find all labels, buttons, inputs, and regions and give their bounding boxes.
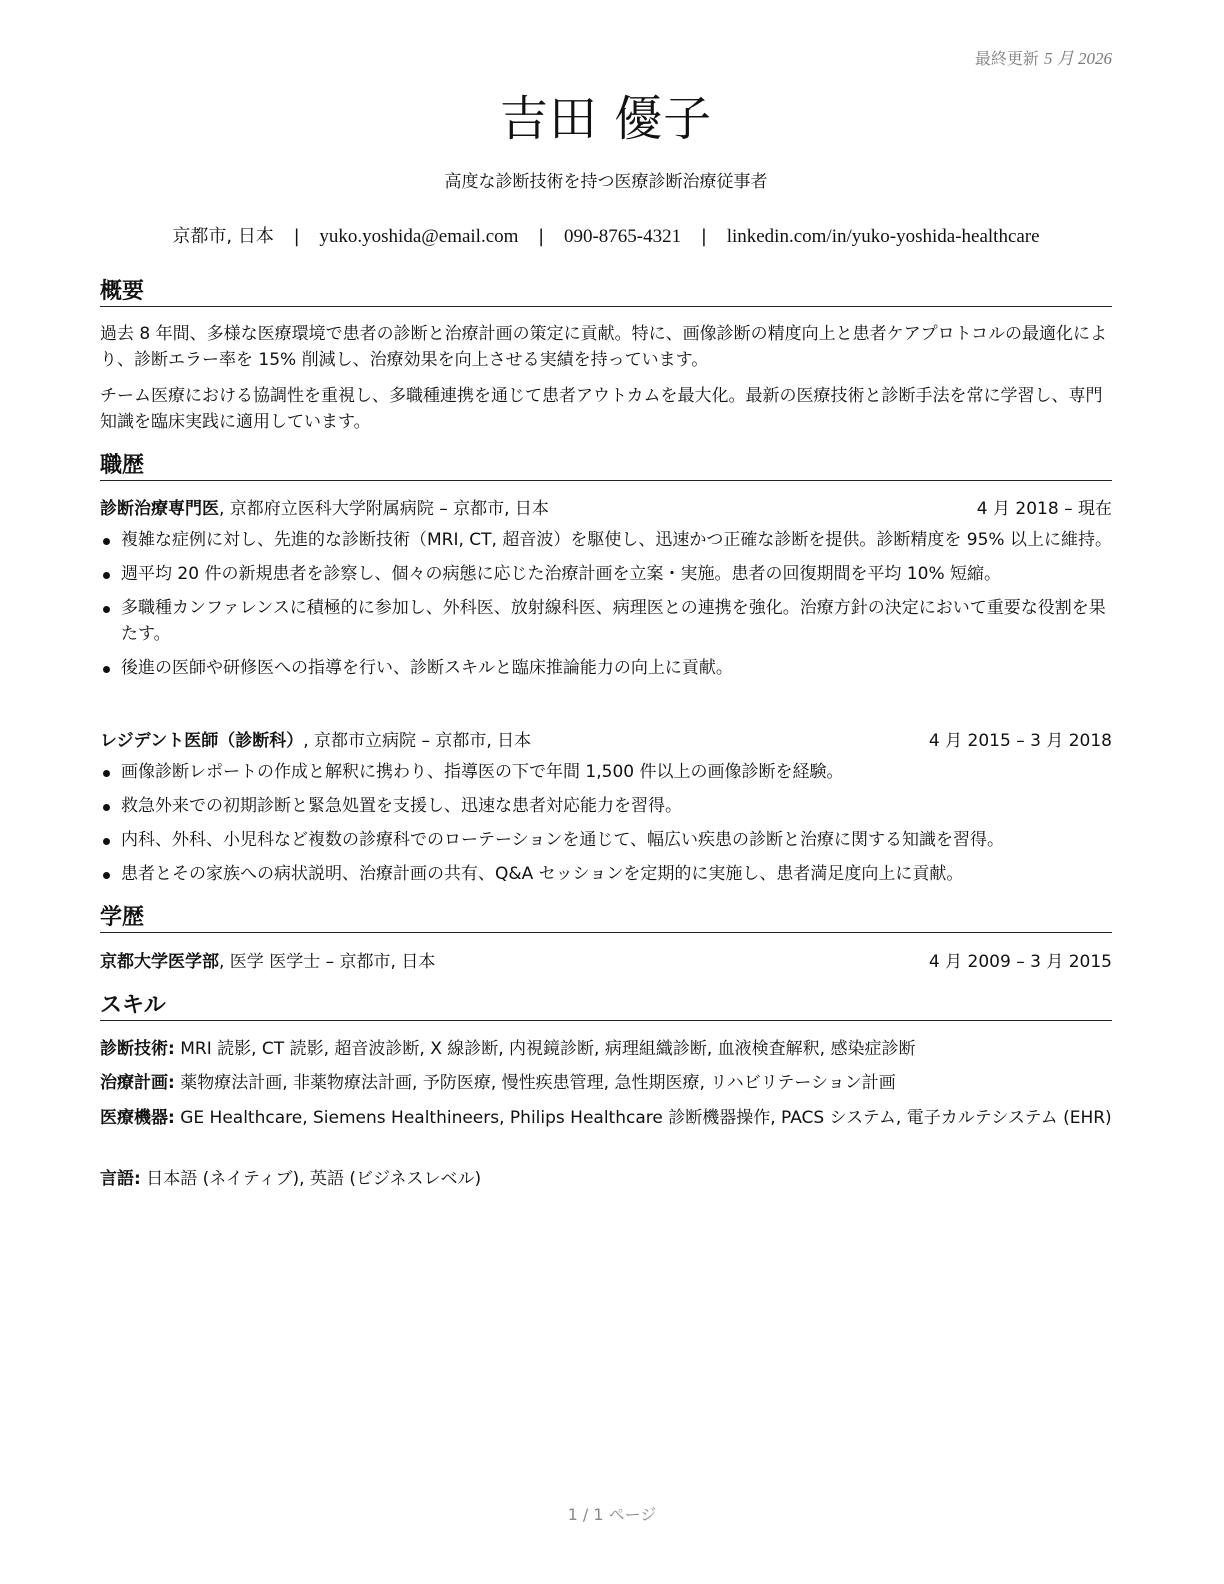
section-title-summary: 概要 [100,278,1112,307]
last-updated [975,44,1112,69]
skill-values: 日本語 (ネイティブ), 英語 (ビジネスレベル) [140,1169,482,1189]
contact-line [100,224,1112,250]
skill-category: 医療機器: [100,1108,175,1128]
contact-linkedin-link[interactable]: linkedin.com/in/yuko-yoshida-healthcare [726,226,1040,247]
skill-category: 言語: [100,1169,141,1189]
list-item: 患者とその家族への病状説明、治療計画の共有、Q&A セッションを定期的に実施し、患者満足度向上に貢献。 [100,861,1112,887]
skill-category: 診断技術: [100,1039,175,1059]
skill-values: MRI 読影, CT 読影, 超音波診断, X 線診断, 内視鏡診断, 病理組織診断, 血液検査解釈, 感染症診断 [174,1039,916,1059]
job-date: 4 月 2015 – 3 月 2018 [928,731,1112,751]
contact-location: 京都市, 日本 [172,226,274,247]
list-item: 多職種カンファレンスに積極的に参加し、外科医、放射線科医、病理医との連携を強化。治療方針の決定において重要な役割を果たす。 [100,595,1112,647]
job-role: 診断治療専門医 [100,499,219,519]
section-title-skills: スキル [100,992,1112,1021]
skill-values: GE Healthcare, Siemens Healthineers, Philips Healthcare 診断機器操作, PACS システム, 電子カルテシステム (EHR) [174,1108,1112,1128]
skill-row [100,1105,1112,1131]
job-date: 4 月 2018 – 現在 [976,499,1112,519]
skill-row [100,1166,1112,1192]
skill-row [100,1070,1112,1096]
job-organization: , 京都府立医科大学附属病院 – 京都市, 日本 [219,499,549,519]
last-updated-label: 最終更新 [974,49,1039,68]
resume-page [100,0,1112,1584]
education-school: 京都大学医学部 [100,952,219,972]
education-date: 4 月 2009 – 3 月 2015 [928,952,1112,972]
candidate-name: 吉田 優子 [499,91,713,147]
contact-email-link[interactable]: yuko.yoshida@email.com [319,226,519,247]
summary-paragraph: チーム医療における協調性を重視し、多職種連携を通じて患者アウトカムを最大化。最新の医療技術と診断手法を常に学習し、専門知識を臨床実践に適用しています。 [100,386,1103,432]
candidate-tagline: 高度な診断技術を持つ医療診断治療従事者 [444,172,768,192]
contact-phone: 090-8765-4321 [563,226,682,247]
education-detail: , 医学 医学士 – 京都市, 日本 [219,952,436,972]
summary-paragraph: 過去 8 年間、多様な医療環境で患者の診断と治療計画の策定に貢献。特に、画像診断の精度向上と患者ケアプロトコルの最適化により、診断エラー率を 15% 削減し、治療効果を向上させる実績を持っています。 [100,324,1107,370]
list-item: 後進の医師や研修医への指導を行い、診断スキルと臨床推論能力の向上に貢献。 [100,655,1112,681]
job-header [100,728,1112,754]
job-bullet-list [100,527,1112,689]
education-header [100,949,1112,975]
list-item: 内科、外科、小児科など複数の診療科でのローテーションを通じて、幅広い疾患の診断と治療に関する知識を習得。 [100,827,1112,853]
contact-separator: | [700,226,707,247]
page-indicator: 1 / 1 ページ [567,1505,657,1524]
list-item: 救急外来での初期診断と緊急処置を支援し、迅速な患者対応能力を習得。 [100,793,1112,819]
skill-category: 治療計画: [100,1073,175,1093]
job-organization: , 京都市立病院 – 京都市, 日本 [303,731,532,751]
contact-separator: | [538,226,545,247]
job-role: レジデント医師（診断科） [100,731,304,751]
contact-separator: | [293,226,300,247]
section-title-education: 学歴 [100,904,1112,933]
skill-values: 薬物療法計画, 非薬物療法計画, 予防医療, 慢性疾患管理, 急性期医療, リハビリテーション計画 [174,1073,896,1093]
list-item: 画像診断レポートの作成と解釈に携わり、指導医の下で年間 1,500 件以上の画像診断を経験。 [100,759,1112,785]
skill-row [100,1036,1112,1062]
list-item: 週平均 20 件の新規患者を診察し、個々の病態に応じた治療計画を立案・実施。患者の回復期間を平均 10% 短縮。 [100,561,1112,587]
last-updated-value: 5 月 2026 [1044,49,1112,68]
list-item: 複雑な症例に対し、先進的な診断技術（MRI, CT, 超音波）を駆使し、迅速かつ正確な診断を提供。診断精度を 95% 以上に維持。 [100,527,1112,553]
section-title-experience: 職歴 [100,452,1112,481]
job-header [100,496,1112,522]
job-bullet-list [100,759,1112,895]
